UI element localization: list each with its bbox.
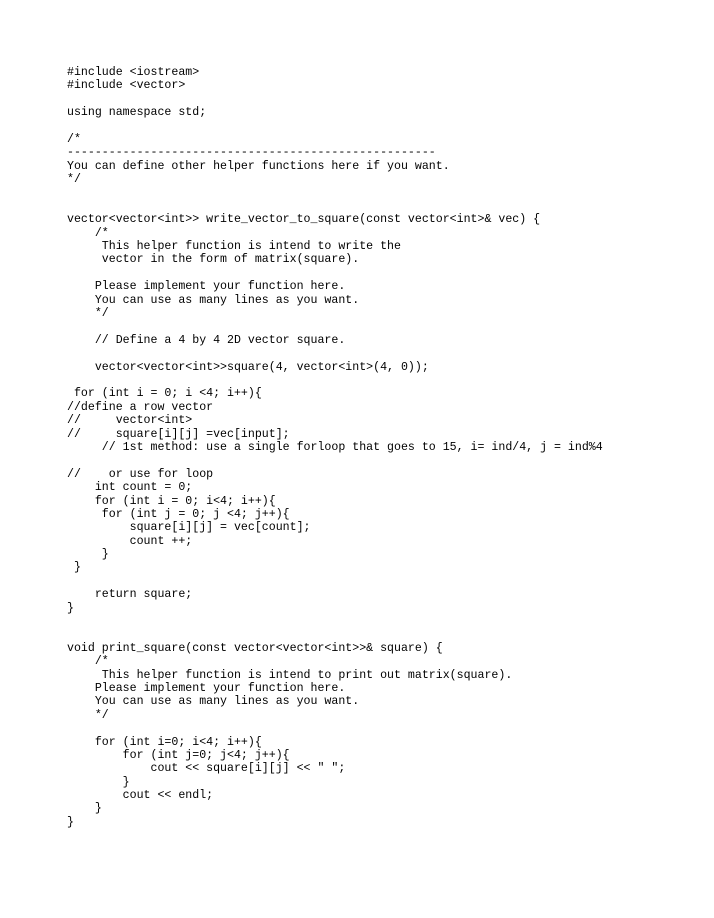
code-line [67, 267, 707, 280]
code-line: You can use as many lines as you want. [67, 695, 360, 709]
code-line: You can define other helper functions here if you want. [67, 159, 450, 173]
code-line: // Define a 4 by 4 2D vector square. [67, 333, 346, 347]
code-line: /* [67, 655, 109, 669]
code-line [67, 575, 707, 588]
code-line [67, 615, 707, 628]
code-listing [67, 66, 707, 829]
code-line: // or use for loop [67, 467, 214, 481]
code-line: ----------------------------------------------------- [67, 146, 436, 160]
code-line: } [67, 775, 130, 789]
code-line: #include <vector> [67, 79, 186, 93]
code-line: } [67, 561, 81, 575]
code-line: } [67, 815, 74, 829]
code-line: This helper function is intend to print out matrix(square). [67, 668, 513, 682]
code-line [67, 93, 707, 106]
code-line: for (int j = 0; j <4; j++){ [67, 507, 290, 521]
code-line: //define a row vector [67, 400, 214, 414]
code-line: void print_square(const vector<vector<int>>& square) { [67, 641, 443, 655]
code-line: count ++; [67, 534, 193, 548]
code-line: */ [67, 173, 81, 187]
code-line: int count = 0; [67, 481, 193, 495]
code-line: You can use as many lines as you want. [67, 293, 360, 307]
code-line: #include <iostream> [67, 66, 200, 79]
code-line [67, 374, 707, 387]
code-line: cout << endl; [67, 789, 214, 803]
code-line: This helper function is intend to write the [67, 240, 401, 254]
code-line: // vector<int> [67, 414, 193, 428]
code-line: for (int i=0; i<4; i++){ [67, 735, 262, 749]
code-line [67, 628, 707, 641]
code-line [67, 347, 707, 360]
code-line [67, 120, 707, 133]
code-line: */ [67, 307, 109, 321]
code-line: Please implement your function here. [67, 681, 346, 695]
code-line: } [67, 802, 102, 816]
code-line: /* [67, 132, 81, 146]
code-line: // 1st method: use a single forloop that goes to 15, i= ind/4, j = ind%4 [67, 440, 603, 454]
code-line: using namespace std; [67, 106, 207, 120]
code-line: vector<vector<int>>square(4, vector<int>(4, 0)); [67, 360, 429, 374]
code-line: cout << square[i][j] << " "; [67, 762, 346, 776]
code-line: square[i][j] = vec[count]; [67, 521, 311, 535]
code-line: */ [67, 708, 109, 722]
code-line [67, 187, 707, 200]
code-line: } [67, 601, 74, 615]
code-line: /* [67, 226, 109, 240]
code-line: for (int i = 0; i <4; i++){ [67, 387, 262, 401]
code-line [67, 722, 707, 735]
code-line: for (int j=0; j<4; j++){ [67, 748, 290, 762]
code-line [67, 454, 707, 467]
code-line: return square; [67, 588, 193, 602]
code-line [67, 200, 707, 213]
code-line [67, 320, 707, 333]
code-line: } [67, 548, 109, 562]
code-line: vector in the form of matrix(square). [67, 253, 360, 267]
code-line: // square[i][j] =vec[input]; [67, 427, 290, 441]
code-line: Please implement your function here. [67, 280, 346, 294]
code-line: vector<vector<int>> write_vector_to_square(const vector<int>& vec) { [67, 213, 541, 227]
code-line: for (int i = 0; i<4; i++){ [67, 494, 276, 508]
